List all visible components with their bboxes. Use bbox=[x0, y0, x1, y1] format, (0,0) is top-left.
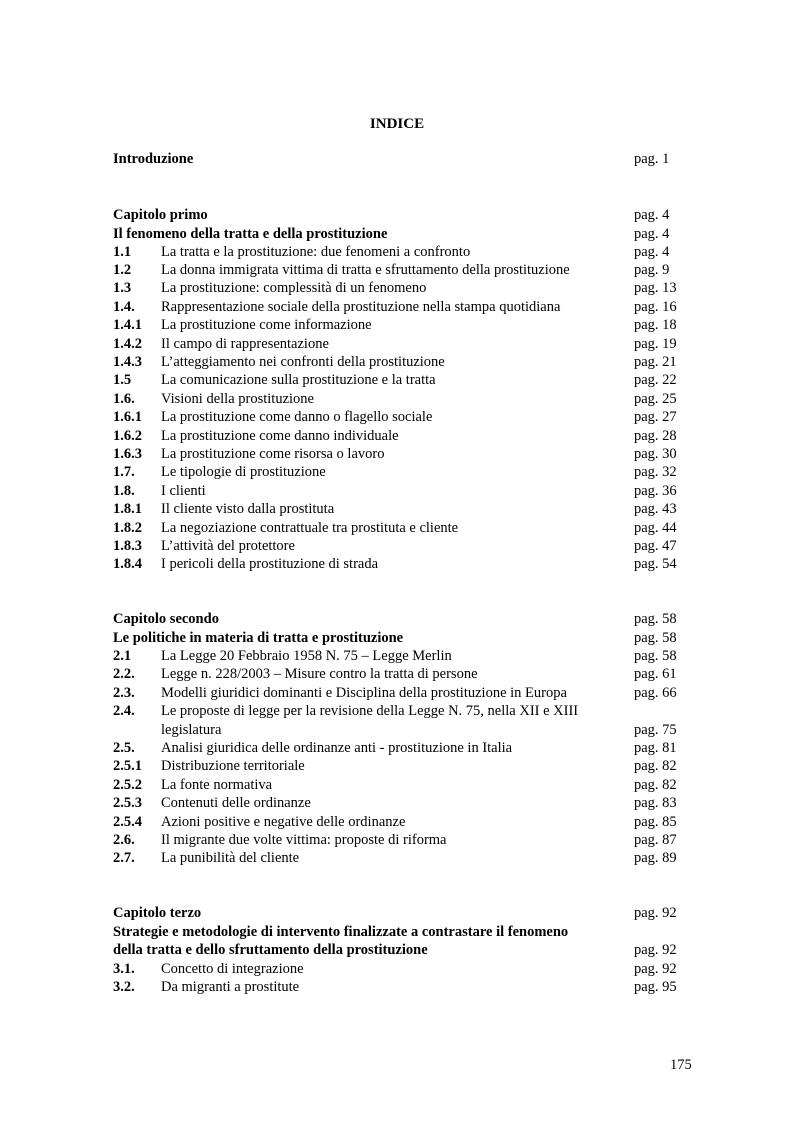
toc-number: 1.4.2 bbox=[113, 335, 142, 352]
toc-label: Introduzione bbox=[113, 151, 194, 167]
toc-number: 2.7. bbox=[113, 850, 135, 867]
toc-page: pag. 83 bbox=[634, 795, 677, 812]
toc-number: 2.2. bbox=[113, 666, 135, 683]
toc-entry bbox=[113, 757, 683, 776]
toc-entry bbox=[113, 298, 683, 317]
toc-page: pag. 95 bbox=[634, 979, 677, 996]
toc-entry bbox=[113, 371, 683, 390]
toc-number: 1.5 bbox=[113, 372, 132, 389]
toc-entry bbox=[113, 390, 683, 409]
toc-number: 2.5.1 bbox=[113, 758, 142, 775]
toc-entry bbox=[113, 519, 683, 538]
toc-number: 3.1. bbox=[113, 961, 135, 977]
toc-number: 1.2 bbox=[113, 261, 132, 278]
toc-entry bbox=[113, 684, 683, 703]
toc-number: 1.8.2 bbox=[113, 519, 142, 536]
toc-text: La prostituzione come danno o flagello sociale bbox=[161, 409, 433, 426]
toc-page: pag. 58 bbox=[634, 648, 677, 664]
chapter-heading bbox=[113, 904, 683, 923]
toc-text: Il migrante due volte vittima: proposte di riforma bbox=[161, 832, 447, 848]
toc-text: Modelli giuridici dominanti e Disciplina della prostituzione in Europa bbox=[161, 684, 567, 701]
chapter-subtitle bbox=[113, 941, 683, 960]
toc-number: 1.4. bbox=[113, 298, 135, 315]
chapter-subtitle bbox=[113, 629, 683, 648]
toc-number: 1.8.4 bbox=[113, 556, 142, 573]
toc-text: Le proposte di legge per la revisione della Legge N. 75, nella XII e XIII bbox=[161, 703, 579, 720]
toc-page: pag. 82 bbox=[634, 758, 677, 775]
toc-entry bbox=[113, 353, 683, 372]
toc-entry bbox=[113, 500, 683, 519]
toc-entry bbox=[113, 463, 683, 482]
toc-page: pag. 18 bbox=[634, 317, 677, 334]
toc-entry bbox=[113, 978, 683, 997]
toc-text: La tratta e la prostituzione: due fenomeni a confronto bbox=[161, 243, 471, 260]
toc-number: 2.1 bbox=[113, 648, 132, 664]
toc-page: pag. 1 bbox=[634, 151, 670, 167]
toc-text: Azioni positive e negative delle ordinanze bbox=[161, 813, 406, 830]
toc-text: La prostituzione come danno individuale bbox=[161, 427, 399, 444]
chapter-title: Capitolo secondo bbox=[113, 611, 219, 627]
toc-entry bbox=[113, 261, 683, 280]
toc-page: pag. 32 bbox=[634, 464, 677, 481]
chapter-subtitle bbox=[113, 923, 683, 942]
toc-text: Legge n. 228/2003 – Misure contro la tratta di persone bbox=[161, 666, 478, 683]
toc-number: 2.4. bbox=[113, 703, 135, 720]
chapter-subtitle-text: Il fenomeno della tratta e della prostituzione bbox=[113, 225, 388, 242]
toc-number: 1.1 bbox=[113, 243, 132, 260]
toc-page: pag. 66 bbox=[634, 684, 677, 701]
toc-text: Analisi giuridica delle ordinanze anti - prostituzione in Italia bbox=[161, 740, 513, 756]
toc-text: I clienti bbox=[161, 482, 206, 499]
toc-page: pag. 58 bbox=[634, 611, 677, 627]
page-title: INDICE bbox=[369, 116, 425, 132]
toc-page: pag. 54 bbox=[634, 556, 677, 573]
toc-number: 1.7. bbox=[113, 464, 135, 481]
toc-text: La fonte normativa bbox=[161, 776, 273, 793]
toc-page: pag. 21 bbox=[634, 353, 677, 370]
toc-entry bbox=[113, 482, 683, 501]
toc-entry bbox=[113, 665, 683, 684]
toc-text: I pericoli della prostituzione di strada bbox=[161, 556, 379, 573]
toc-page: pag. 75 bbox=[634, 721, 677, 738]
toc-page: pag. 30 bbox=[634, 445, 677, 462]
toc-text: La comunicazione sulla prostituzione e la tratta bbox=[161, 372, 436, 389]
toc-page: pag. 43 bbox=[634, 501, 677, 518]
toc-entry bbox=[113, 316, 683, 335]
toc-page: pag. 81 bbox=[634, 740, 677, 756]
toc-page: pag. 92 bbox=[634, 905, 677, 921]
toc-entry bbox=[113, 776, 683, 795]
toc-number: 2.3. bbox=[113, 684, 135, 701]
toc-page: pag. 27 bbox=[634, 409, 677, 426]
toc-entry bbox=[113, 335, 683, 354]
toc-text: Concetto di integrazione bbox=[161, 961, 304, 977]
toc-entry bbox=[113, 831, 683, 850]
toc-number: 1.8.1 bbox=[113, 501, 142, 518]
chapter-title: Capitolo primo bbox=[113, 207, 208, 223]
toc-number: 2.5.3 bbox=[113, 795, 142, 812]
toc-page: pag. 13 bbox=[634, 280, 677, 297]
toc-page: pag. 61 bbox=[634, 666, 677, 683]
toc-entry bbox=[113, 408, 683, 427]
toc-page: pag. 25 bbox=[634, 390, 677, 407]
toc-text: La negoziazione contrattuale tra prostituta e cliente bbox=[161, 519, 459, 536]
chapter-subtitle bbox=[113, 225, 683, 244]
toc-text: Distribuzione territoriale bbox=[161, 758, 305, 775]
toc-number: 1.8. bbox=[113, 482, 135, 499]
toc-entry bbox=[113, 243, 683, 262]
toc-page: pag. 36 bbox=[634, 482, 677, 499]
toc-page: pag. 89 bbox=[634, 850, 677, 867]
toc-entry bbox=[113, 794, 683, 813]
toc-text: La donna immigrata vittima di tratta e sfruttamento della prostituzione bbox=[161, 261, 570, 278]
toc-page: pag. 44 bbox=[634, 519, 677, 536]
toc-number: 2.5. bbox=[113, 740, 135, 756]
chapter-subtitle-text: della tratta e dello sfruttamento della prostituzione bbox=[113, 942, 428, 958]
toc-number: 1.6.1 bbox=[113, 409, 142, 426]
toc-entry bbox=[113, 445, 683, 464]
toc-number: 2.5.2 bbox=[113, 776, 142, 793]
toc-page: pag. 28 bbox=[634, 427, 677, 444]
toc-entry bbox=[113, 647, 683, 666]
toc-page: pag. 47 bbox=[634, 537, 677, 554]
toc-page: pag. 85 bbox=[634, 813, 677, 830]
toc-text: Da migranti a prostitute bbox=[161, 979, 300, 996]
toc-number: 2.5.4 bbox=[113, 813, 142, 830]
toc-page: pag. 22 bbox=[634, 372, 677, 389]
toc-entry bbox=[113, 849, 683, 868]
toc-entry-intro bbox=[113, 150, 683, 169]
toc-text: L’attività del protettore bbox=[161, 537, 295, 554]
toc-text: Le tipologie di prostituzione bbox=[161, 464, 326, 481]
page-number: 175 bbox=[670, 1057, 692, 1073]
toc-number: 1.6.3 bbox=[113, 445, 142, 462]
toc-text: La Legge 20 Febbraio 1958 N. 75 – Legge Merlin bbox=[161, 648, 452, 664]
toc-number: 1.4.1 bbox=[113, 317, 142, 334]
toc-text: Contenuti delle ordinanze bbox=[161, 795, 311, 812]
toc-entry bbox=[113, 813, 683, 832]
toc-page: pag. 4 bbox=[634, 243, 670, 260]
toc-page: pag. 82 bbox=[634, 776, 677, 793]
toc-text: La prostituzione: complessità di un fenomeno bbox=[161, 280, 427, 297]
chapter-title: Capitolo terzo bbox=[113, 905, 202, 921]
toc-number: 1.6. bbox=[113, 390, 135, 407]
toc-entry bbox=[113, 739, 683, 758]
toc-page: pag. 4 bbox=[634, 207, 670, 223]
chapter-heading bbox=[113, 610, 683, 629]
toc-text: legislatura bbox=[161, 721, 222, 738]
toc-text: La prostituzione come risorsa o lavoro bbox=[161, 445, 385, 462]
toc-number: 3.2. bbox=[113, 979, 135, 996]
toc-page: pag. 92 bbox=[634, 961, 677, 977]
toc-entry bbox=[113, 555, 683, 574]
chapter-subtitle-text: Le politiche in materia di tratta e prostituzione bbox=[113, 629, 404, 646]
toc-number: 1.8.3 bbox=[113, 537, 142, 554]
toc-page: pag. 16 bbox=[634, 298, 677, 315]
toc-entry bbox=[113, 427, 683, 446]
toc-number: 2.6. bbox=[113, 832, 135, 848]
toc-text: Rappresentazione sociale della prostituzione nella stampa quotidiana bbox=[161, 298, 561, 315]
toc-entry bbox=[113, 702, 683, 721]
chapter-subtitle-text: Strategie e metodologie di intervento finalizzate a contrastare il fenomeno bbox=[113, 923, 569, 940]
toc-text: Il cliente visto dalla prostituta bbox=[161, 501, 335, 518]
toc-page: pag. 58 bbox=[634, 629, 677, 646]
toc-entry bbox=[113, 721, 683, 740]
toc-page: pag. 19 bbox=[634, 335, 677, 352]
toc-entry bbox=[113, 537, 683, 556]
toc-text: Visioni della prostituzione bbox=[161, 390, 314, 407]
toc-text: La prostituzione come informazione bbox=[161, 317, 372, 334]
toc-entry bbox=[113, 279, 683, 298]
toc-entry bbox=[113, 960, 683, 979]
toc-number: 1.3 bbox=[113, 280, 132, 297]
toc-page: pag. 9 bbox=[634, 261, 670, 278]
toc-text: Il campo di rappresentazione bbox=[161, 335, 329, 352]
toc-page: pag. 87 bbox=[634, 832, 677, 848]
toc-number: 1.4.3 bbox=[113, 353, 142, 370]
chapter-heading bbox=[113, 206, 683, 225]
toc-number: 1.6.2 bbox=[113, 427, 142, 444]
toc-page: pag. 4 bbox=[634, 225, 670, 242]
toc-text: L’atteggiamento nei confronti della prostituzione bbox=[161, 353, 445, 370]
toc-page: pag. 92 bbox=[634, 942, 677, 958]
toc-text: La punibilità del cliente bbox=[161, 850, 300, 867]
